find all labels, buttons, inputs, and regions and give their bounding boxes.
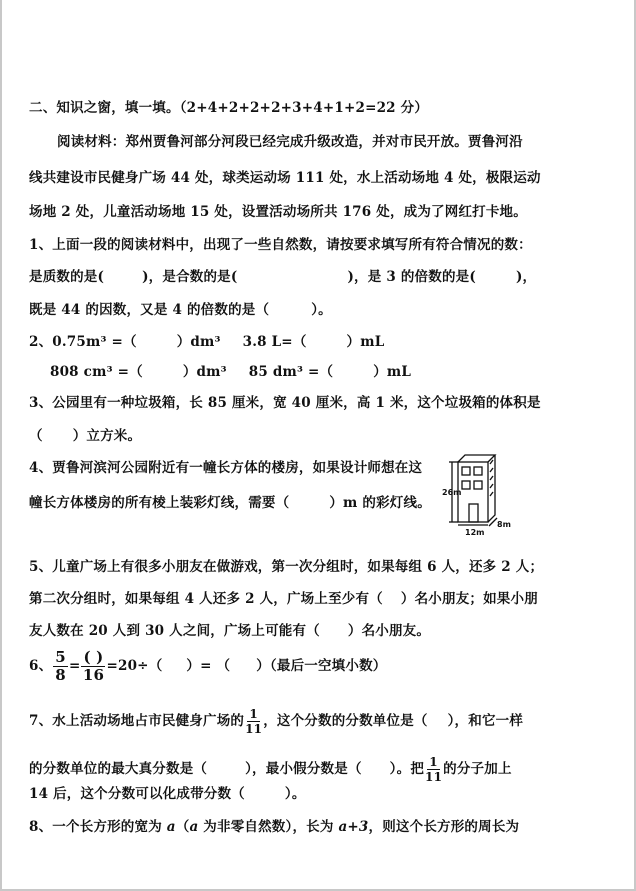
svg-text:26m: 26m [442, 488, 462, 497]
q6-eq-label: ）= （ [186, 658, 231, 674]
q7-label: 7、水上活动场地占市民健身广场的 [29, 713, 245, 729]
frac-num: 5 [55, 648, 66, 666]
q6-div-label: =20÷（ [106, 658, 163, 674]
q1-close: ）。 [311, 302, 332, 318]
q2-d-unit: ）mL [373, 364, 412, 380]
fraction-5-8 [53, 650, 68, 683]
q7-line1 [29, 708, 523, 735]
q8-label: 8、一个长方形的宽为 [29, 819, 167, 835]
q3-open: （ [29, 428, 43, 444]
q7-line2 [29, 756, 512, 783]
q8-perimeter: ，则这个长方形的周长为 [368, 819, 520, 835]
var-a-plus-3: a+3 [338, 819, 369, 835]
q3-line2 [29, 424, 141, 444]
reading-line-1: 阅读材料：郑州贾鲁河部分河段已经完成升级改造，并对市民开放。贾鲁河沿 [57, 134, 523, 150]
q1-prime-label: 是质数的是( [29, 269, 105, 285]
q6-note: ）（最后一空填小数） [256, 658, 387, 674]
q4-unit: ）m 的彩灯线。 [329, 495, 431, 511]
fraction-blank-16[interactable] [81, 650, 105, 683]
q2-a-unit: ）dm³ [176, 334, 221, 350]
q5-unit: ）名小朋友。 [347, 623, 431, 639]
paren: （ [175, 819, 190, 835]
frac-den: 11 [245, 722, 263, 736]
reading-line-2: 线共建设市民健身广场 44 处，球类运动场 111 处，水上活动场地 4 处，极限运动 [29, 170, 541, 186]
building-figure [442, 448, 522, 538]
q1-line3 [29, 298, 332, 318]
q3-unit: ）立方米。 [72, 428, 142, 444]
q1-composite-label: )，是合数的是( [142, 269, 238, 285]
var-a: a [189, 819, 199, 835]
q2-b-unit: ）mL [346, 334, 385, 350]
frac-den: 8 [55, 666, 66, 684]
q5-line2 [29, 587, 538, 607]
fraction-1-11 [425, 756, 442, 783]
q5-min-label: 第二次分组时，如果每组 4 人还多 2 人，广场上至少有（ [29, 591, 383, 607]
q7-cont: ），和它一样 [447, 713, 524, 729]
q7-mixed-label: 14 后，这个分数可以化成带分数（ [29, 786, 245, 802]
frac-den: 16 [82, 666, 105, 684]
q1-multiple3-label: )，是 3 的倍数的是( [347, 269, 476, 285]
q8-cond: 为非零自然数），长为 [198, 819, 339, 835]
svg-text:12m: 12m [465, 528, 485, 537]
q2-line1 [29, 330, 384, 350]
q2-c-unit: ）dm³ [182, 364, 227, 380]
reading-line-3: 场地 2 处，儿童活动场地 15 处，设置活动场所共 176 处，成为了网红打卡地。 [29, 204, 527, 220]
q2-a-label: 2、0.75m³ =（ [29, 334, 137, 350]
equals: = [68, 658, 81, 674]
section-title: 二、知识之窗，填一填。（2+4+2+2+2+3+4+1+2=22 分） [29, 100, 429, 116]
q7-close: ）。 [284, 786, 306, 802]
q5-cont: ）名小朋友；如果小朋 [400, 591, 538, 607]
frac-num: 1 [429, 755, 438, 769]
q1-prompt: 1、上面一段的阅读材料中，出现了一些自然数，请按要求填写所有符合情况的数： [29, 237, 532, 253]
q4-line1: 4、贾鲁河滨河公园附近有一幢长方体的楼房，如果设计师想在这 [29, 460, 423, 476]
fraction-1-11 [245, 708, 262, 735]
q7-unit-label: ，这个分数的分数单位是（ [263, 713, 428, 729]
q5-range-label: 友人数在 20 人到 30 人之间，广场上可能有（ [29, 623, 320, 639]
cuboid-building-icon [442, 448, 532, 540]
q7-proper-label: 的分数单位的最大真分数是（ [29, 761, 208, 777]
frac-num: 1 [249, 707, 258, 721]
q7-improper-label: ），最小假分数是（ [245, 761, 362, 777]
q7-add: 的分子加上 [443, 761, 512, 777]
q7-ba: ）。把 [389, 761, 425, 777]
q1-factor-label: 既是 44 的因数，又是 4 的倍数的是（ [29, 302, 270, 318]
q7-line3 [29, 782, 306, 802]
q6-number: 6、 [29, 658, 53, 674]
q1-line2 [29, 265, 536, 285]
q6-line [29, 650, 386, 683]
q2-b-label: 3.8 L=（ [242, 334, 307, 350]
frac-num-blank[interactable]: ( ) [83, 648, 104, 666]
q4-line2 [29, 491, 431, 511]
q5-line1: 5、儿童广场上有很多小朋友在做游戏，第一次分组时，如果每组 6 人，还多 2 人； [29, 559, 544, 575]
q2-d-label: 85 dm³ =（ [248, 364, 334, 380]
q2-line2 [50, 360, 411, 380]
q3-line1: 3、公园里有一种垃圾箱，长 85 厘米，宽 40 厘米，高 1 米，这个垃圾箱的体积是 [29, 395, 541, 411]
q4-label: 幢长方体楼房的所有棱上装彩灯线，需要（ [29, 495, 290, 511]
q5-line3 [29, 619, 430, 639]
q8-line [29, 815, 519, 835]
svg-text:8m: 8m [497, 520, 511, 529]
q2-c-label: 808 cm³ =（ [50, 364, 143, 380]
frac-den: 11 [425, 770, 443, 784]
q1-punct: )， [515, 269, 537, 285]
var-a: a [166, 819, 176, 835]
